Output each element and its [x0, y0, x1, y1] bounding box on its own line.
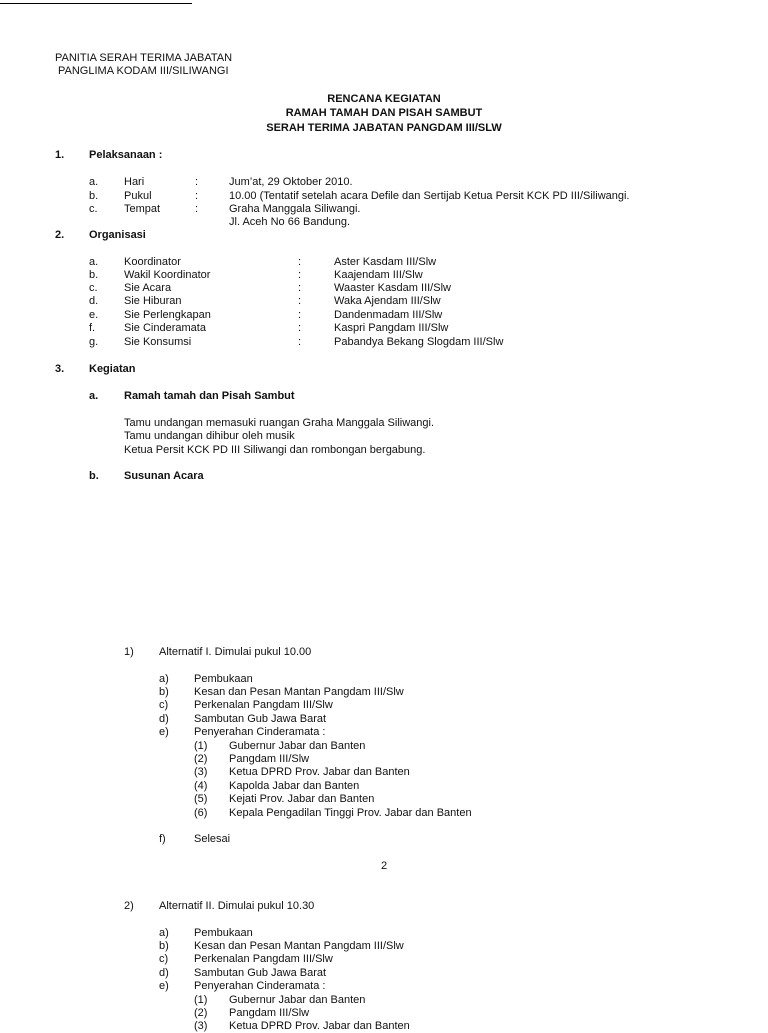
subsection-b-letter: b.: [89, 470, 99, 482]
sub-item-text: Kepala Pengadilan Tinggi Prov. Jabar dan Banten: [229, 807, 472, 819]
list-item-label: Sie Acara: [124, 282, 172, 294]
section-1-heading: Pelaksanaan :: [89, 149, 163, 161]
committee-line-2: PANGLIMA KODAM III/SILIWANGI: [58, 65, 229, 77]
section-2-number: 2.: [55, 229, 65, 241]
activity-line: Tamu undangan memasuki ruangan Graha Manggala Siliwangi.: [124, 417, 435, 429]
sub-item-number: (1): [194, 740, 208, 752]
list-item-colon: :: [298, 295, 302, 307]
list-item-value: Waka Ajendam III/Slw: [334, 295, 441, 307]
list-item-text: Penyerahan Cinderamata :: [194, 980, 326, 992]
list-item-letter: c): [159, 699, 169, 711]
sub-item-text: Kapolda Jabar dan Banten: [229, 780, 360, 792]
subsection-a-heading: Ramah tamah dan Pisah Sambut: [124, 390, 295, 402]
list-item-letter: d.: [89, 295, 99, 307]
sub-item-number: (3): [194, 766, 208, 778]
list-item-label: Pukul: [124, 190, 152, 202]
list-item-letter: a.: [89, 176, 99, 188]
top-rule: [0, 3, 192, 4]
list-item-text: Sambutan Gub Jawa Barat: [194, 713, 327, 725]
sub-item-number: (3): [194, 1020, 208, 1032]
list-item-value: Aster Kasdam III/Slw: [334, 256, 437, 268]
list-item-letter: f.: [89, 322, 96, 334]
list-item-value: Kaspri Pangdam III/Slw: [334, 322, 449, 334]
sub-item-text: Gubernur Jabar dan Banten: [229, 994, 366, 1006]
list-item-letter: e): [159, 726, 169, 738]
sub-item-number: (5): [194, 793, 208, 805]
list-item-text: Penyerahan Cinderamata :: [194, 726, 326, 738]
list-item-text: Pembukaan: [194, 673, 253, 685]
list-item-label: Koordinator: [124, 256, 181, 268]
list-item-letter: d): [159, 967, 169, 979]
list-item-label: Sie Perlengkapan: [124, 309, 211, 321]
sub-item-number: (6): [194, 807, 208, 819]
list-item-letter: b): [159, 686, 169, 698]
section-3-heading: Kegiatan: [89, 363, 136, 375]
section-1-number: 1.: [55, 149, 65, 161]
sub-item-text: Pangdam III/Slw: [229, 753, 310, 765]
sub-item-number: (2): [194, 1007, 208, 1019]
section-2-heading: Organisasi: [89, 229, 146, 241]
list-item-label: Wakil Koordinator: [124, 269, 211, 281]
subsection-b-heading: Susunan Acara: [124, 470, 204, 482]
list-item-letter: f): [159, 833, 166, 845]
section-3-number: 3.: [55, 363, 65, 375]
list-item-colon: :: [298, 336, 302, 348]
list-item-value: 10.00 (Tentatif setelah acara Defile dan Sertijab Ketua Persit KCK PD III/Siliwangi.: [229, 190, 630, 202]
list-item-text: Selesai: [194, 833, 231, 845]
list-item-value: Kaajendam III/Slw: [334, 269, 423, 281]
list-item-letter: b.: [89, 269, 99, 281]
list-item-letter: b): [159, 940, 169, 952]
list-item-label: Hari: [124, 176, 145, 188]
activity-line: Ketua Persit KCK PD III Siliwangi dan rombongan bergabung.: [124, 444, 426, 456]
list-item-letter: e.: [89, 309, 99, 321]
address-line: Jl. Aceh No 66 Bandung.: [229, 216, 351, 228]
list-item-value: Pabandya Bekang Slogdam III/Slw: [334, 336, 504, 348]
sub-item-text: Kejati Prov. Jabar dan Banten: [229, 793, 375, 805]
list-item-letter: e): [159, 980, 169, 992]
alternative-2-number: 2): [124, 900, 134, 912]
list-item-colon: :: [298, 269, 302, 281]
list-item-label: Sie Hiburan: [124, 295, 182, 307]
alternative-2-label: Alternatif II. Dimulai pukul 10.30: [159, 900, 315, 912]
list-item-colon: :: [298, 256, 302, 268]
list-item-value: Jum’at, 29 Oktober 2010.: [229, 176, 353, 188]
list-item-label: Sie Konsumsi: [124, 336, 192, 348]
list-item-letter: a): [159, 927, 169, 939]
list-item-letter: d): [159, 713, 169, 725]
list-item-colon: :: [195, 190, 199, 202]
list-item-letter: g.: [89, 336, 99, 348]
activity-line: Tamu undangan dihibur oleh musik: [124, 430, 295, 442]
subsection-a-letter: a.: [89, 390, 99, 402]
sub-item-text: Ketua DPRD Prov. Jabar dan Banten: [229, 766, 410, 778]
list-item-text: Sambutan Gub Jawa Barat: [194, 967, 327, 979]
sub-item-text: Pangdam III/Slw: [229, 1007, 310, 1019]
list-item-text: Kesan dan Pesan Mantan Pangdam III/Slw: [194, 686, 404, 698]
committee-line-1: PANITIA SERAH TERIMA JABATAN: [55, 52, 233, 64]
doc-title-3: SERAH TERIMA JABATAN PANGDAM III/SLW: [266, 122, 502, 134]
list-item-colon: :: [298, 322, 302, 334]
list-item-text: Pembukaan: [194, 927, 253, 939]
list-item-label: Tempat: [124, 203, 161, 215]
list-item-letter: a): [159, 673, 169, 685]
list-item-label: Sie Cinderamata: [124, 322, 206, 334]
list-item-colon: :: [195, 203, 199, 215]
sub-item-number: (4): [194, 780, 208, 792]
list-item-letter: b.: [89, 190, 99, 202]
list-item-letter: c): [159, 953, 169, 965]
sub-item-text: Gubernur Jabar dan Banten: [229, 740, 366, 752]
sub-item-number: (1): [194, 994, 208, 1006]
list-item-letter: a.: [89, 256, 99, 268]
list-item-letter: c.: [89, 282, 98, 294]
list-item-colon: :: [298, 309, 302, 321]
alternative-1-label: Alternatif I. Dimulai pukul 10.00: [159, 646, 312, 658]
sub-item-number: (2): [194, 753, 208, 765]
list-item-value: Waaster Kasdam III/Slw: [334, 282, 451, 294]
list-item-value: Graha Manggala Siliwangi.: [229, 203, 361, 215]
list-item-value: Dandenmadam III/Slw: [334, 309, 443, 321]
page-number: 2: [381, 860, 388, 872]
sub-item-text: Ketua DPRD Prov. Jabar dan Banten: [229, 1020, 410, 1032]
list-item-text: Perkenalan Pangdam III/Slw: [194, 953, 333, 965]
list-item-colon: :: [195, 176, 199, 188]
list-item-text: Kesan dan Pesan Mantan Pangdam III/Slw: [194, 940, 404, 952]
list-item-colon: :: [298, 282, 302, 294]
list-item-text: Perkenalan Pangdam III/Slw: [194, 699, 333, 711]
list-item-letter: c.: [89, 203, 98, 215]
doc-title-2: RAMAH TAMAH DAN PISAH SAMBUT: [285, 107, 483, 119]
alternative-1-number: 1): [124, 646, 134, 658]
doc-title-1: RENCANA KEGIATAN: [327, 93, 441, 105]
